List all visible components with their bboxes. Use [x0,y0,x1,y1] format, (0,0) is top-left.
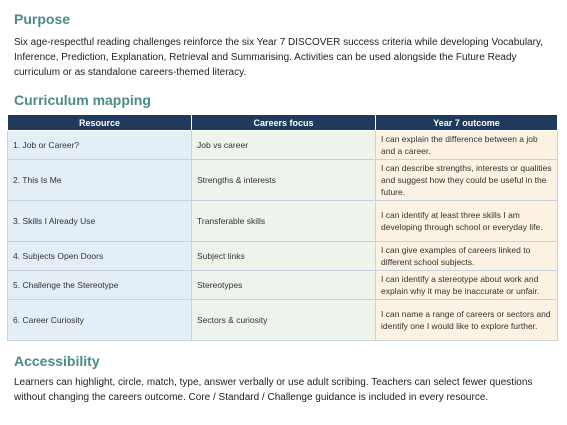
table-row [8,160,558,201]
cell-outcome: I can identify at least three skills I am developing through school or everyday life. [376,201,558,242]
cell-focus: Job vs career [192,131,376,160]
header-year7-outcome: Year 7 outcome [376,115,558,131]
cell-resource: 4. Subjects Open Doors [8,242,192,271]
cell-resource: 3. Skills I Already Use [8,201,192,242]
cell-focus: Sectors & curiosity [192,300,376,341]
cell-outcome: I can identify a stereotype about work and explain why it may be inaccurate or unfair. [376,271,558,300]
cell-focus: Subject links [192,242,376,271]
cell-resource: 5. Challenge the Stereotype [8,271,192,300]
purpose-heading: Purpose [14,11,71,27]
table-row [8,242,558,271]
cell-outcome: I can explain the difference between a job and a career. [376,131,558,160]
curriculum-mapping-table [7,114,558,341]
header-resource: Resource [8,115,192,131]
header-careers-focus: Careers focus [192,115,376,131]
curriculum-mapping-heading: Curriculum mapping [14,92,151,108]
purpose-paragraph: Six age-respectful reading challenges reinforce the six Year 7 DISCOVER success criteria while developing Vocabulary, Inference, Prediction, Explanation, Retrieval and Summarising. Activities can be used alongside the Future Ready curriculum or as standalone careers-themed literacy. [14,37,543,78]
table-row [8,271,558,300]
cell-outcome: I can give examples of careers linked to different school subjects. [376,242,558,271]
cell-focus: Stereotypes [192,271,376,300]
cell-focus: Strengths & interests [192,160,376,201]
accessibility-paragraph: Learners can highlight, circle, match, type, answer verbally or use adult scribing. Teachers can select fewer questions without changing the careers outcome. Core / Standard / Challenge guidance is included in every resource. [14,377,533,403]
table-row [8,201,558,242]
cell-outcome: I can describe strengths, interests or qualities and suggest how they could be useful in the future. [376,160,558,201]
cell-resource: 2. This Is Me [8,160,192,201]
table-row [8,300,558,341]
accessibility-heading: Accessibility [14,353,100,369]
cell-outcome: I can name a range of careers or sectors and identify one I would like to explore further. [376,300,558,341]
cell-resource: 6. Career Curiosity [8,300,192,341]
cell-resource: 1. Job or Career? [8,131,192,160]
table-header-row [8,115,558,131]
cell-focus: Transferable skills [192,201,376,242]
table-row [8,131,558,160]
